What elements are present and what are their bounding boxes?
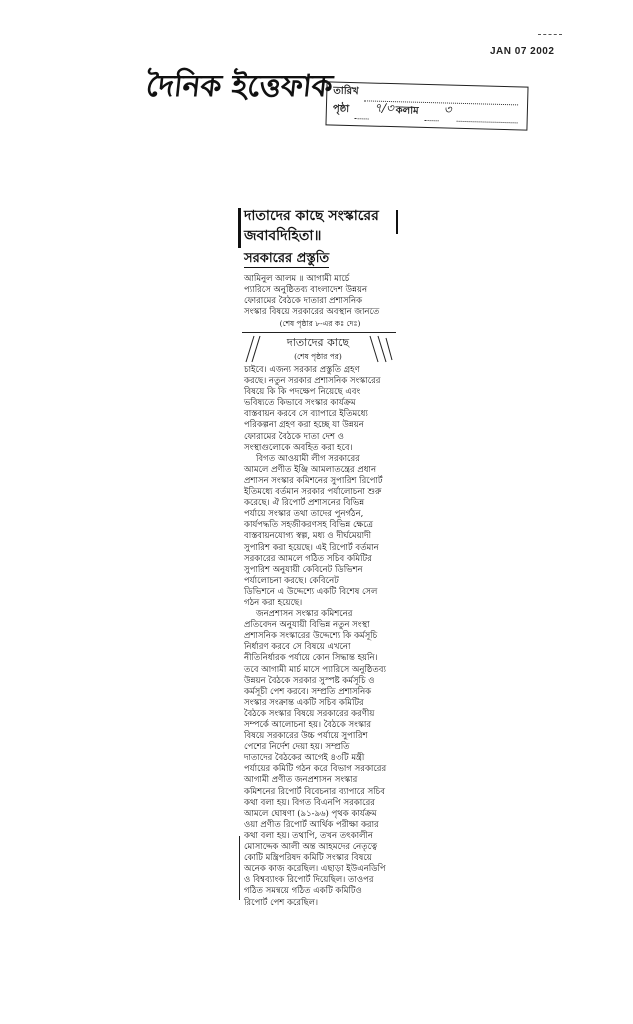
body-line: আগামী প্রণীত জনপ্রশাসন সংস্কার	[244, 775, 358, 786]
body-line: বাস্তবায়ন করবে সে ব্যাপারে ইতিমধ্যে	[244, 409, 368, 420]
body-line: নীতিনির্ধারক পর্যায়ে কোন সিদ্ধান্ত হয়নি।	[244, 653, 378, 664]
body-line: বাস্তবায়নযোগ্য স্বল্প, মধ্য ও দীর্ঘমেয়াদী	[244, 531, 372, 542]
body-line: ইতিমধ্যে বর্তমান সরকার পর্যালোচনা শুরু	[244, 487, 382, 498]
article-intro	[244, 274, 396, 329]
body-line: পরিকল্পনা গ্রহণ করা হচ্ছে যা উন্নয়ন	[244, 420, 364, 431]
body-line: গঠন করা হয়েছে।	[244, 597, 303, 608]
body-line: করেছে। ঐ রিপোর্ট প্রশাসনের বিভিন্ন	[244, 498, 365, 509]
body-line: কমিশনের রিপোর্ট বিবেচনার ব্যাপারে সচিব	[244, 786, 385, 797]
clipping-edge-left	[238, 208, 241, 248]
body-line: নির্ধারণ করবে সে বিষয়ে এখনো	[244, 642, 351, 653]
jump-reference: (শেষ পৃষ্ঠার ৮-এর কঃ দেঃ)	[279, 319, 361, 328]
body-line: ফোরামের বৈঠকে দাতা দেশ ও	[244, 431, 344, 442]
body-line: আমলে প্রণীত ইঞ্জি আমলাতন্ত্রের প্রধান	[244, 464, 377, 475]
article-subheadline: সরকারের প্রস্তুতি	[244, 251, 330, 266]
corner-mark	[538, 34, 562, 35]
body-line: বিষয়ে সরকারের উচ্চ পর্যায়ে সুপারিশ	[244, 731, 368, 742]
body-line: প্রতিবেদন অনুযায়ী বিভিন্ন নতুন সংস্থা	[244, 620, 370, 631]
body-line: করছে। নতুন সরকার প্রশাসনিক সংস্কারের	[244, 376, 381, 387]
newspaper-masthead: দৈনিক ইত্তেফাক	[144, 69, 335, 104]
body-line: পর্যায়ে সংস্কার তথা তাদের পুনর্গঠন,	[244, 509, 364, 520]
article-clipping	[236, 202, 400, 917]
body-line: সম্পর্কে আলোচনা হয়। বৈঠকে সংস্কার	[244, 720, 372, 730]
decorative-slash-icon	[244, 334, 266, 364]
body-line: পেশের নির্দেশ দেয়া হয়। সম্প্রতি	[244, 742, 350, 753]
intro-line: প্যারিসে অনুষ্ঠিতব্য বাংলাদেশ উন্নয়ন	[244, 285, 368, 295]
body-line: গঠিত সমন্বয়ে গঠিত একটি কমিটিও	[244, 886, 362, 897]
dotted-line	[355, 109, 369, 119]
stamp-date-label: তারিখ	[333, 85, 359, 98]
body-line: বিষয়ে কি কি পদক্ষেপ নিয়েছে এবং	[244, 387, 361, 398]
body-line: চাইবে। এজন্য সরকার প্রস্তুতি গ্রহণ	[244, 365, 360, 375]
body-line: আমলে ঘোষণা (৯১-৯৬) পৃথক কার্যক্রম	[244, 808, 377, 819]
body-line: কর্মসূচী পেশ করবে। সম্প্রতি প্রশাসনিক	[244, 686, 372, 697]
body-line: সংস্কার সংক্রান্ত একটি সচিব কমিটির	[244, 697, 364, 708]
article-headline-line: জবাবদিহিতা॥	[244, 228, 322, 244]
body-line: মোসাদ্দেক আলী অন্ত আহমদের নেতৃত্বে	[244, 842, 378, 853]
body-line: বিগত আওয়ামী লীগ সরকারের	[256, 453, 360, 464]
body-line: তবে আগামী মার্চ মাসে প্যারিসে অনুষ্ঠিতব্য	[244, 664, 386, 675]
body-line: কথা বলা হয়। তথাপি, তখন তৎকালীন	[244, 830, 373, 841]
section-divider	[242, 332, 396, 333]
body-line: রিপোর্ট পেশ করেছিল।	[244, 897, 319, 908]
continuation-heading: দাতাদের কাছে	[286, 336, 350, 349]
body-line: দাতাদের বৈঠকের আগেই ৪৩টি মন্ত্রী	[244, 753, 365, 764]
stamp-page-label: পৃষ্ঠা	[332, 103, 350, 115]
body-line: ও বিশ্বব্যাংক রিপোর্ট দিয়েছিল। তাওপর	[244, 875, 374, 886]
article-body	[244, 365, 396, 909]
intro-line: আমিনুল আলম ॥ আগামী মার্চে	[244, 274, 350, 284]
stamp-column-label: কলাম	[395, 105, 419, 117]
intro-line: সংস্কার বিষয়ে সরকারের অবস্থান জানতে	[244, 307, 380, 317]
body-line: প্রশাসনিক সংস্কারের উদ্দেশ্যে কি কর্মসূচি	[244, 631, 378, 642]
stamp-page-value: ৭/৩	[373, 100, 394, 116]
body-line: কোটি মন্ত্রিপরিষদ কমিটি সংস্কার বিষয়ে	[244, 853, 372, 864]
body-line: সরকারের আমলে গঠিত সচিব কমিটির	[244, 553, 372, 564]
body-line: কার্যপদ্ধতি সহজীকরণসহ বিভিন্ন ক্ষেত্রে	[244, 520, 373, 531]
body-line: প্রশাসন সংস্কার কমিশনের সুপারিশ রিপোর্ট	[244, 475, 383, 486]
body-line: সুপারিশ অনুযায়ী কেবিনেট ডিভিশন	[244, 564, 363, 575]
body-line: পর্যায়ের কমিটি গঠন করে বিভাগ সরকারের	[244, 764, 387, 775]
body-line: সংস্থাগুলোকে অবহিত করা হবে।	[244, 442, 353, 453]
dotted-line	[456, 112, 518, 124]
dotted-line	[424, 111, 438, 121]
stamp-column-value: ৩	[443, 102, 452, 117]
body-line: ডিভিশনে এ উদ্দেশ্যে একটি বিশেষ সেল	[244, 586, 378, 597]
date-stamp: JAN 07 2002	[490, 46, 555, 57]
intro-line: ফোরামের বৈঠকে দাতারা প্রশাসনিক	[244, 296, 363, 306]
body-line: ভবিষ্যতে কিভাবে সংস্কার কার্যক্রম	[244, 398, 356, 409]
margin-bracket	[239, 836, 240, 900]
clipping-edge-right	[396, 210, 398, 234]
body-line: বৈঠকে সংস্কার বিষয়ে সরকারের করণীয়	[244, 708, 375, 719]
continuation-note: (শেষ পৃষ্ঠার পর)	[294, 352, 342, 361]
body-line: পর্যালোচনা করছে। কেবিনেট	[244, 575, 339, 586]
body-line: জনপ্রশাসন সংস্কার কমিশনের	[256, 609, 353, 620]
body-line: কথা বলা হয়। বিগত বিএনপি সরকারের	[244, 797, 375, 808]
body-line: অনেক কাজ করেছিল। এছাড়া ইউএনডিপি	[244, 864, 386, 875]
filing-stamp	[325, 81, 528, 130]
stamp-date-row	[333, 87, 521, 106]
decorative-slash-icon	[366, 334, 394, 364]
body-line: উন্নয়ন বৈঠকে সরকার সুস্পষ্ট কর্মসূচি ও	[244, 675, 375, 686]
body-line: ওয়া প্রণীত রিপোর্ট আর্থিক পরীক্ষা করার	[244, 819, 379, 830]
body-line: সুপারিশ করা হয়েছে। এই রিপোর্ট বর্তমান	[244, 542, 379, 553]
stamp-page-row	[332, 100, 521, 124]
article-headline-line: দাতাদের কাছে সংস্কারের	[244, 208, 379, 224]
